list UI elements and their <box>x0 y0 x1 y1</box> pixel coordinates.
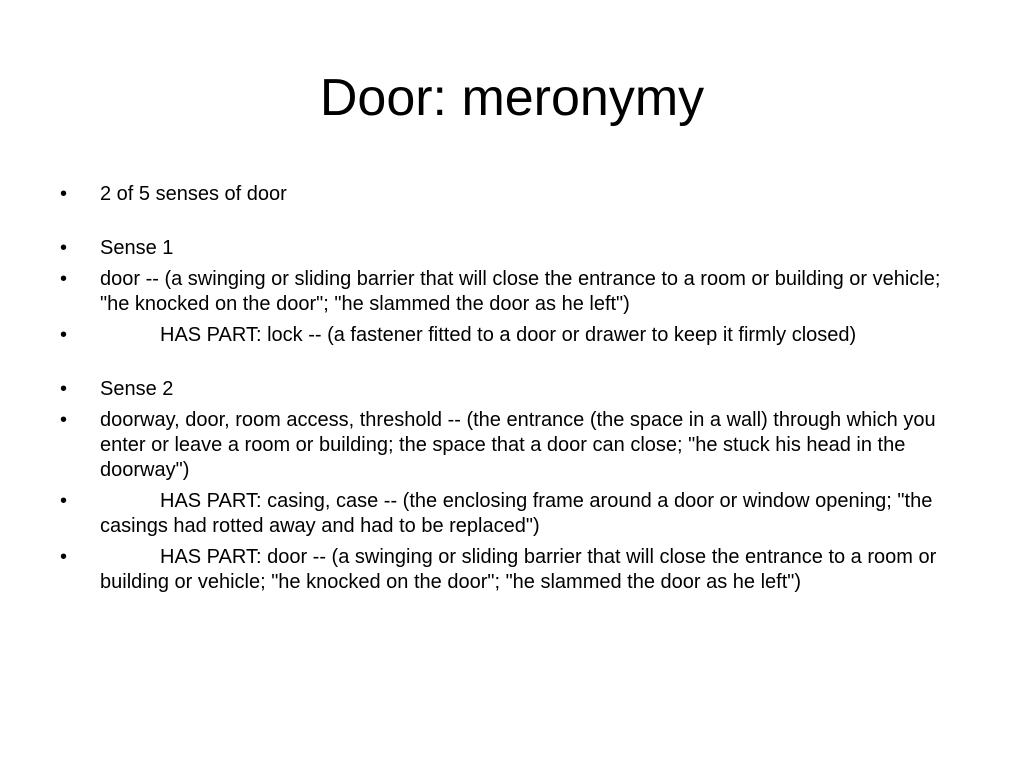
bullet-text: 2 of 5 senses of door <box>100 183 287 205</box>
bullet-text: Sense 2 <box>100 378 174 400</box>
bullet-text: doorway, door, room access, threshold -- (the entrance (the space in a wall) through which you enter or leave a room or building; the space that a door can close; "he stuck his head in the doorway") <box>100 409 936 481</box>
bullet-text: HAS PART: door -- (a swinging or sliding barrier that will close the entrance to a room or building or vehicle; "he knocked on the door"; "he slammed the door as he left") <box>100 546 937 593</box>
bullet-text: HAS PART: casing, case -- (the enclosing frame around a door or window opening; "the casings had rotted away and had to be replaced") <box>100 490 933 537</box>
bullet-item <box>60 545 970 595</box>
bullet-item <box>60 182 970 207</box>
bullet-icon: • <box>60 268 68 290</box>
bullet-icon: • <box>60 183 68 205</box>
bullet-icon: • <box>60 409 68 431</box>
bullet-text: door -- (a swinging or sliding barrier that will close the entrance to a room or building or vehicle; "he knocked on the door"; "he slammed the door as he left") <box>100 268 941 315</box>
bullet-item <box>60 489 970 539</box>
bullet-icon: • <box>60 546 68 568</box>
bullet-item <box>60 267 970 317</box>
bullet-item <box>60 323 970 348</box>
bullet-icon: • <box>60 324 68 346</box>
bullet-item <box>60 236 970 261</box>
bullet-item <box>60 408 970 483</box>
bullet-item <box>60 377 970 402</box>
bullet-icon: • <box>60 237 68 259</box>
bullet-icon: • <box>60 490 68 512</box>
bullet-list <box>60 182 970 601</box>
bullet-text: HAS PART: lock -- (a fastener fitted to a door or drawer to keep it firmly closed) <box>160 324 857 346</box>
slide-title: Door: meronymy <box>319 69 705 127</box>
bullet-icon: • <box>60 378 68 400</box>
bullet-text: Sense 1 <box>100 237 174 259</box>
